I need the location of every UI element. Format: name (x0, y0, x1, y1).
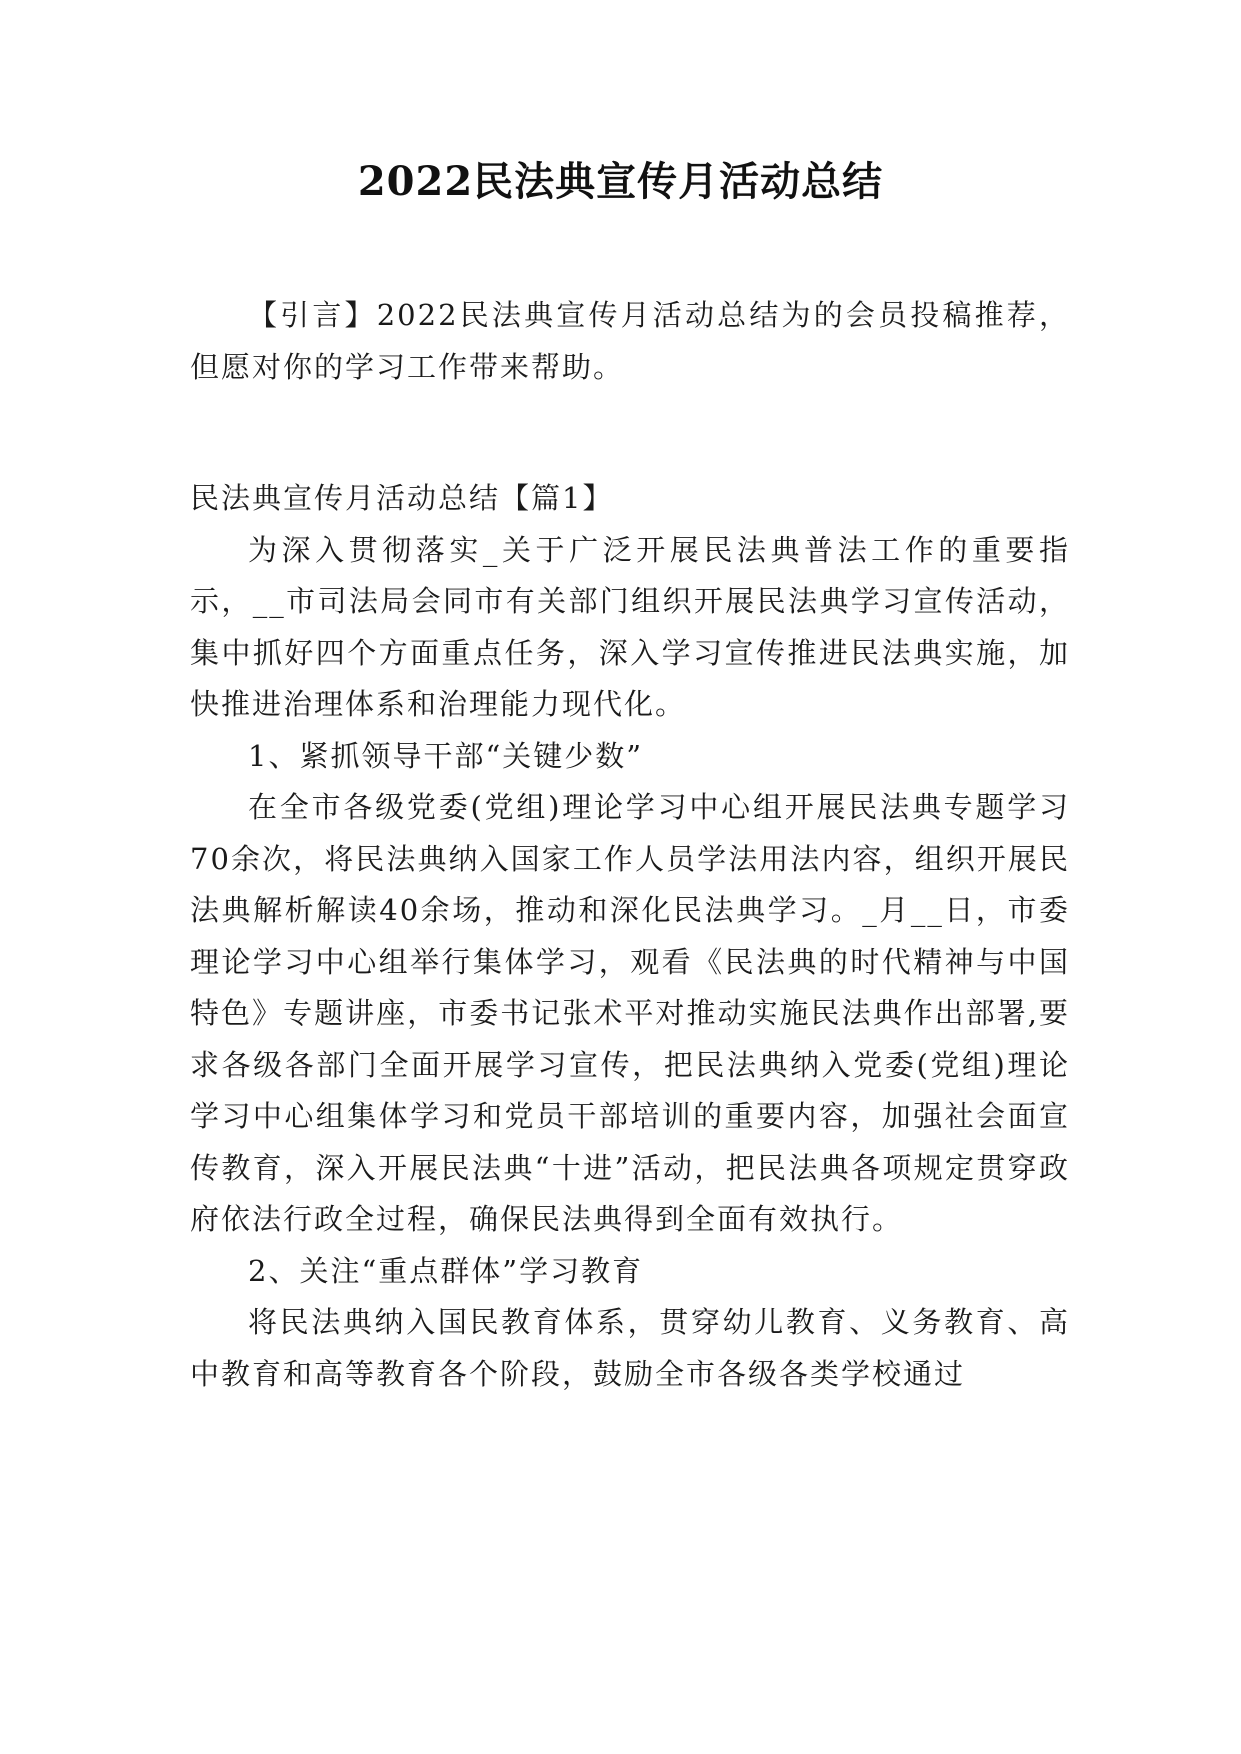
body-paragraph-1: 为深入贯彻落实_关于广泛开展民法典普法工作的重要指示，__市司法局会同市有关部门组织开展民法典学习宣传活动，集中抓好四个方面重点任务，深入学习宣传推进民法典实施，加快推进治理体系和治理能力现代化。 (190, 532, 1070, 721)
subheading-2: 2、关注“重点群体”学习教育 (248, 1253, 644, 1288)
subheading-1: 1、紧抓领导干部“关键少数” (248, 738, 644, 773)
body-paragraph-2: 在全市各级党委(党组)理论学习中心组开展民法典专题学习70余次，将民法典纳入国家工作人员学法用法内容，组织开展民法典解析解读40余场，推动和深化民法典学习。_月__日，市委理论学习中心组举行集体学习，观看《民法典的时代精神与中国特色》专题讲座，市委书记张术平对推动实施民法典作出部署,要求各级各部门全面开展学习宣传，把民法典纳入党委(党组)理论学习中心组集体学习和党员干部培训的重要内容，加强社会面宣传教育，深入开展民法典“十进”活动，把民法典各项规定贯穿政府依法行政全过程，确保民法典得到全面有效执行。 (190, 790, 1070, 1236)
body-paragraph-3: 将民法典纳入国民教育体系，贯穿幼儿教育、义务教育、高中教育和高等教育各个阶段，鼓励全市各级各类学校通过 (190, 1305, 1070, 1391)
intro-paragraph: 【引言】2022民法典宣传月活动总结为的会员投稿推荐，但愿对你的学习工作带来帮助。 (190, 298, 1070, 384)
document-body (190, 290, 1070, 1400)
section-heading: 民法典宣传月活动总结【篇1】 (190, 481, 614, 515)
document-title: 2022民法典宣传月活动总结 (357, 158, 884, 205)
